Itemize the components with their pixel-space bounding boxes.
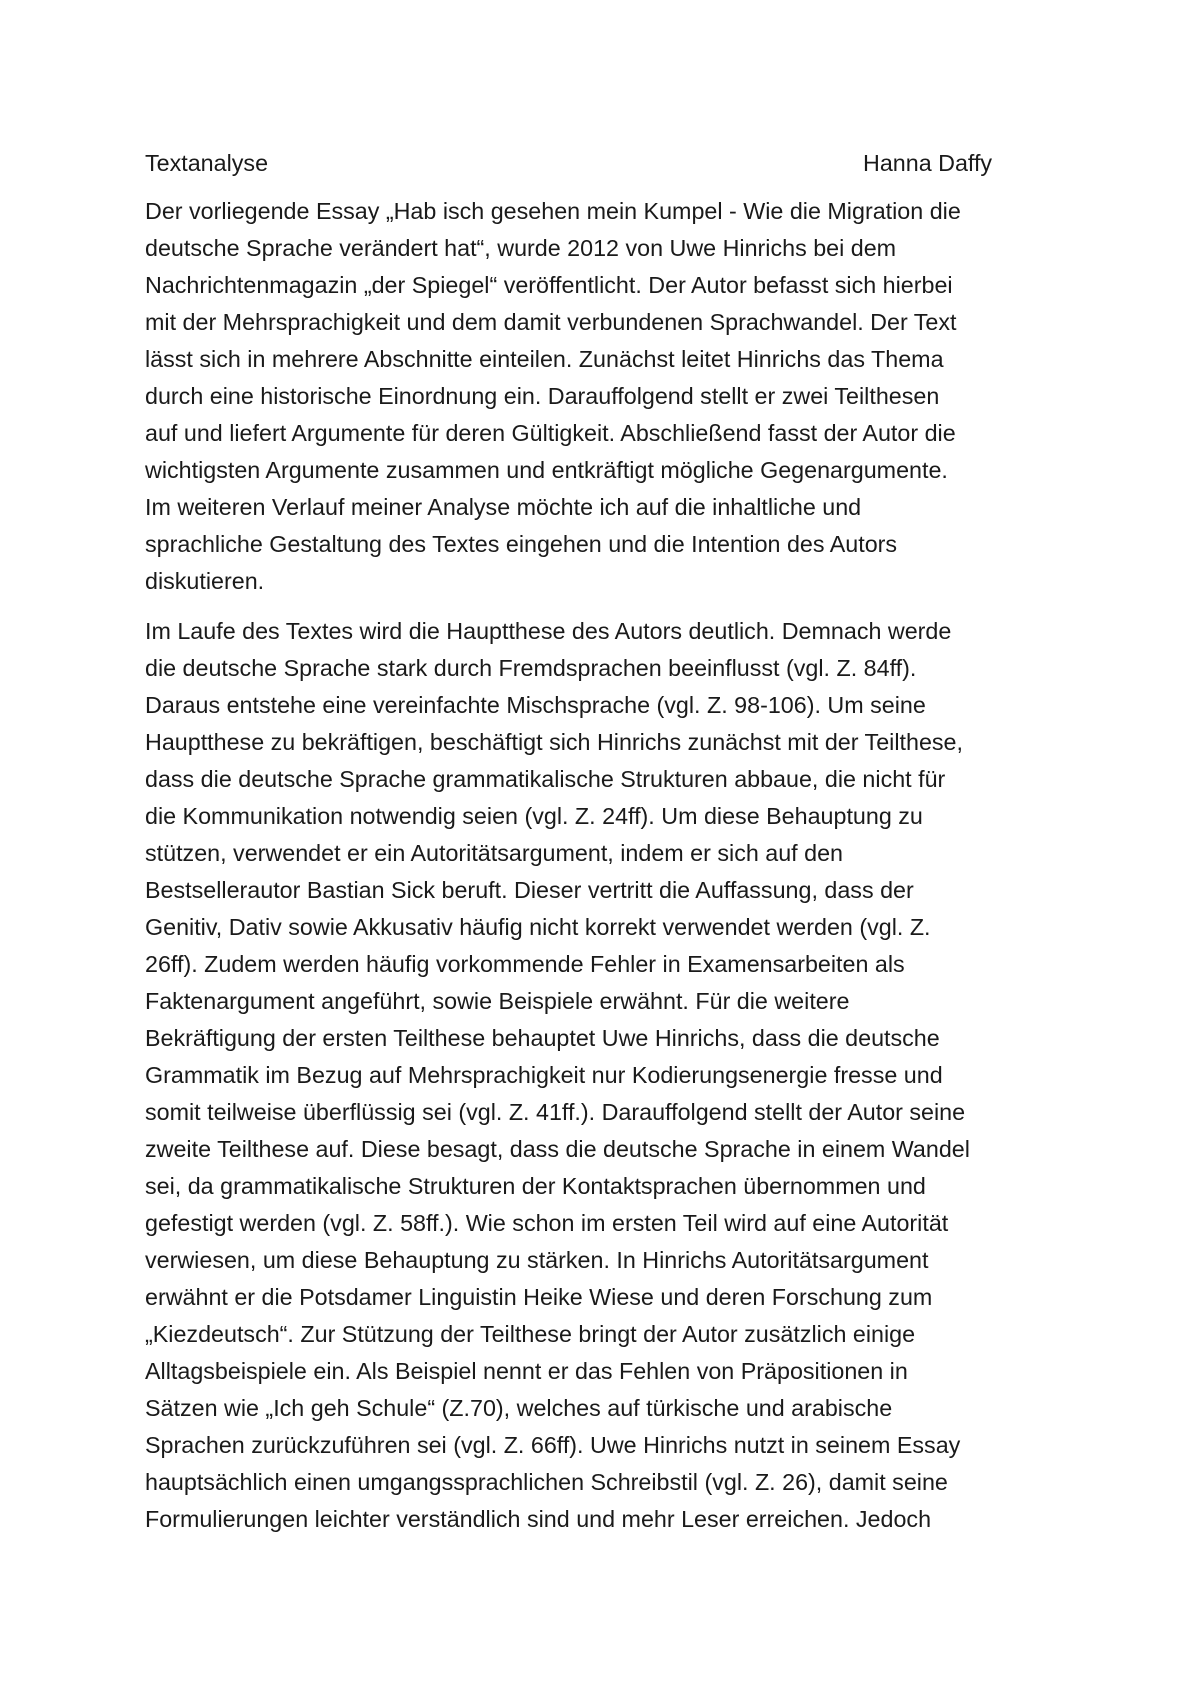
- text-line: durch eine historische Einordnung ein. Darauffolgend stellt er zwei Teilthesen: [145, 383, 940, 409]
- text-line: hauptsächlich einen umgangssprachlichen Schreibstil (vgl. Z. 26), damit seine: [145, 1469, 948, 1495]
- text-line: Daraus entstehe eine vereinfachte Mischsprache (vgl. Z. 98-106). Um seine: [145, 692, 926, 718]
- text-line: „Kiezdeutsch“. Zur Stützung der Teilthese bringt der Autor zusätzlich einige: [145, 1321, 916, 1347]
- text-line: Sätzen wie „Ich geh Schule“ (Z.70), welches auf türkische und arabische: [145, 1395, 893, 1421]
- text-line: Faktenargument angeführt, sowie Beispiele erwähnt. Für die weitere: [145, 988, 850, 1014]
- text-line: sprachliche Gestaltung des Textes eingehen und die Intention des Autors: [145, 531, 898, 557]
- text-line: Hauptthese zu bekräftigen, beschäftigt sich Hinrichs zunächst mit der Teilthese,: [145, 729, 963, 755]
- text-line: sei, da grammatikalische Strukturen der Kontaktsprachen übernommen und: [145, 1173, 926, 1199]
- text-line: die Kommunikation notwendig seien (vgl. Z. 24ff). Um diese Behauptung zu: [145, 803, 923, 829]
- text-line: stützen, verwendet er ein Autoritätsargument, indem er sich auf den: [145, 840, 843, 866]
- paragraph: [145, 193, 1065, 600]
- author-name: Hanna Daffy: [863, 150, 993, 176]
- document-title: Textanalyse: [145, 150, 269, 176]
- text-line: die deutsche Sprache stark durch Fremdsprachen beeinflusst (vgl. Z. 84ff).: [145, 655, 917, 681]
- text-line: diskutieren.: [145, 568, 265, 594]
- text-line: Im Laufe des Textes wird die Hauptthese des Autors deutlich. Demnach werde: [145, 618, 952, 644]
- text-line: somit teilweise überflüssig sei (vgl. Z. 41ff.). Darauffolgend stellt der Autor seine: [145, 1099, 966, 1125]
- text-line: mit der Mehrsprachigkeit und dem damit verbundenen Sprachwandel. Der Text: [145, 309, 957, 335]
- text-line: wichtigsten Argumente zusammen und entkräftigt mögliche Gegenargumente.: [145, 457, 948, 483]
- text-line: Formulierungen leichter verständlich sind und mehr Leser erreichen. Jedoch: [145, 1506, 932, 1532]
- document-header: [145, 146, 1065, 180]
- paragraph: [145, 613, 1065, 1538]
- text-line: Bekräftigung der ersten Teilthese behauptet Uwe Hinrichs, dass die deutsche: [145, 1025, 940, 1051]
- text-line: 26ff). Zudem werden häufig vorkommende Fehler in Examensarbeiten als: [145, 951, 905, 977]
- paragraph-list: [145, 193, 1065, 1538]
- text-line: erwähnt er die Potsdamer Linguistin Heike Wiese und deren Forschung zum: [145, 1284, 933, 1310]
- text-line: Nachrichtenmagazin „der Spiegel“ veröffentlicht. Der Autor befasst sich hierbei: [145, 272, 953, 298]
- text-line: Bestsellerautor Bastian Sick beruft. Dieser vertritt die Auffassung, dass der: [145, 877, 914, 903]
- text-line: deutsche Sprache verändert hat“, wurde 2012 von Uwe Hinrichs bei dem: [145, 235, 897, 261]
- text-line: lässt sich in mehrere Abschnitte einteilen. Zunächst leitet Hinrichs das Thema: [145, 346, 944, 372]
- text-line: Grammatik im Bezug auf Mehrsprachigkeit nur Kodierungsenergie fresse und: [145, 1062, 943, 1088]
- text-line: dass die deutsche Sprache grammatikalische Strukturen abbaue, die nicht für: [145, 766, 946, 792]
- text-line: Alltagsbeispiele ein. Als Beispiel nennt er das Fehlen von Präpositionen in: [145, 1358, 908, 1384]
- text-line: Der vorliegende Essay „Hab isch gesehen mein Kumpel - Wie die Migration die: [145, 198, 961, 224]
- text-line: Genitiv, Dativ sowie Akkusativ häufig nicht korrekt verwendet werden (vgl. Z.: [145, 914, 931, 940]
- text-line: verwiesen, um diese Behauptung zu stärken. In Hinrichs Autoritätsargument: [145, 1247, 929, 1273]
- text-line: Sprachen zurückzuführen sei (vgl. Z. 66ff). Uwe Hinrichs nutzt in seinem Essay: [145, 1432, 961, 1458]
- text-line: gefestigt werden (vgl. Z. 58ff.). Wie schon im ersten Teil wird auf eine Autorität: [145, 1210, 949, 1236]
- document-body: [145, 146, 1065, 1551]
- text-line: Im weiteren Verlauf meiner Analyse möchte ich auf die inhaltliche und: [145, 494, 862, 520]
- text-line: auf und liefert Argumente für deren Gültigkeit. Abschließend fasst der Autor die: [145, 420, 956, 446]
- text-line: zweite Teilthese auf. Diese besagt, dass die deutsche Sprache in einem Wandel: [145, 1136, 970, 1162]
